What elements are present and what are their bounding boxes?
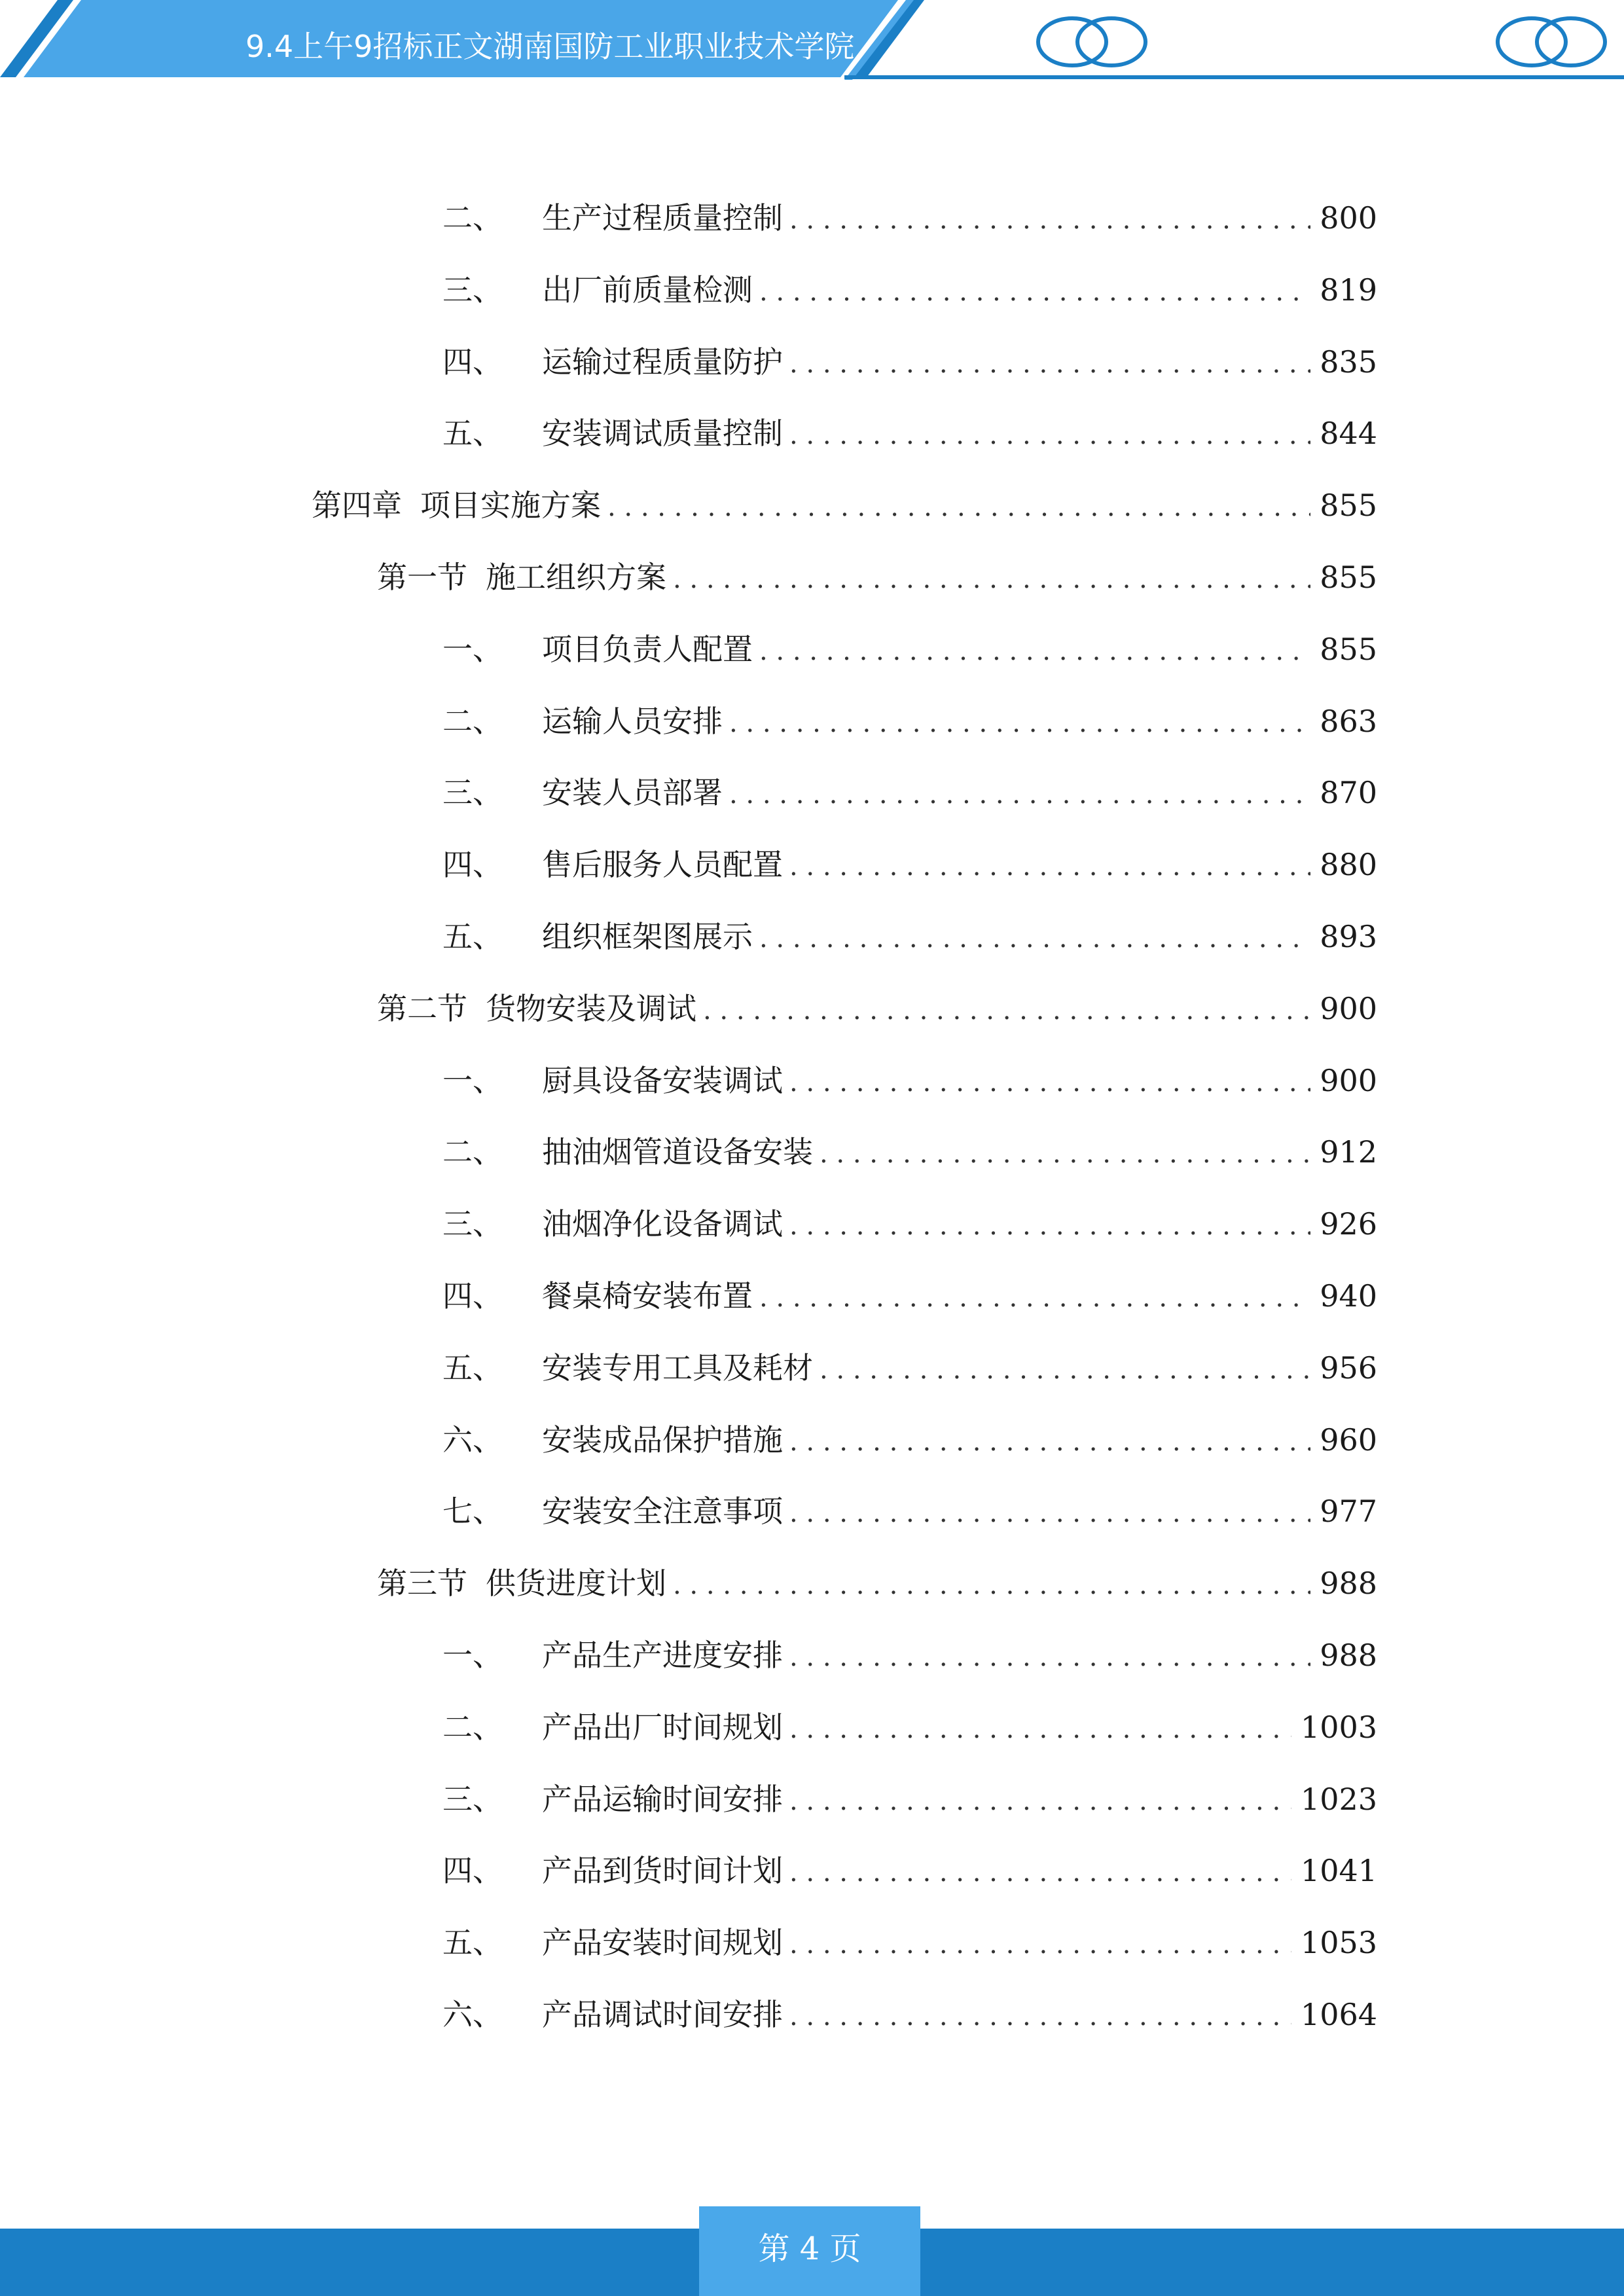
- toc-entry[interactable]: [442, 1920, 1377, 1965]
- toc-dot-leader: [789, 1634, 1310, 1680]
- toc-dot-leader: [820, 1131, 1310, 1177]
- toc-entry-number: 三、: [442, 775, 503, 810]
- toc-entry-title: 安装成品保护措施: [542, 1422, 783, 1458]
- toc-entry-page: 870: [1320, 775, 1377, 810]
- toc-dot-leader: [789, 1706, 1291, 1752]
- toc-entry-number: 五、: [442, 919, 503, 954]
- toc-entry[interactable]: [377, 554, 1377, 600]
- toc-entry-page: 1041: [1300, 1853, 1377, 1888]
- toc-entry[interactable]: [442, 1417, 1377, 1463]
- toc-dot-leader: [789, 341, 1310, 387]
- toc-entry-number: 七、: [442, 1494, 503, 1529]
- toc-entry-title: 出厂前质量检测: [542, 272, 753, 308]
- toc-entry[interactable]: [442, 1992, 1377, 2037]
- toc-entry-title: 厨具设备安装调试: [542, 1063, 783, 1098]
- toc-entry[interactable]: [442, 410, 1377, 456]
- toc-entry[interactable]: [442, 842, 1377, 888]
- toc-dot-leader: [729, 700, 1310, 746]
- toc-dot-leader: [729, 772, 1310, 817]
- toc-entry-title: 产品到货时间计划: [542, 1853, 783, 1888]
- toc-entry-title: 项目负责人配置: [542, 632, 753, 667]
- toc-entry[interactable]: [377, 986, 1377, 1031]
- toc-entry[interactable]: [442, 1776, 1377, 1822]
- toc-entry-page: 844: [1320, 416, 1377, 451]
- toc-entry-number: 第三节: [377, 1566, 467, 1601]
- toc-dot-leader: [759, 1275, 1310, 1321]
- toc-entry-number: 四、: [442, 847, 503, 882]
- toc-entry[interactable]: [377, 1560, 1377, 1606]
- page-header: [0, 0, 1624, 85]
- page-footer: [0, 2229, 1624, 2296]
- toc-entry[interactable]: [442, 339, 1377, 385]
- toc-entry[interactable]: [442, 1848, 1377, 1893]
- toc-entry-title: 产品运输时间安排: [542, 1782, 783, 1817]
- toc-entry[interactable]: [312, 482, 1377, 528]
- toc-entry-number: 四、: [442, 344, 503, 380]
- toc-entry-number: 四、: [442, 1853, 503, 1888]
- toc-entry-page: 988: [1320, 1638, 1377, 1673]
- toc-entry[interactable]: [442, 770, 1377, 816]
- toc-entry-page: 988: [1320, 1566, 1377, 1601]
- page-number-tab: [699, 2206, 920, 2296]
- toc-dot-leader: [759, 628, 1310, 674]
- toc-entry-page: 977: [1320, 1494, 1377, 1529]
- toc-entry-page: 900: [1320, 1063, 1377, 1098]
- toc-entry-number: 四、: [442, 1278, 503, 1314]
- toc-entry-page: 1003: [1300, 1710, 1377, 1745]
- toc-entry-title: 抽油烟管道设备安装: [542, 1134, 813, 1170]
- toc-entry-page: 800: [1320, 200, 1377, 236]
- toc-entry-number: 第四章: [312, 488, 402, 523]
- toc-entry[interactable]: [442, 698, 1377, 744]
- toc-entry-page: 893: [1320, 919, 1377, 954]
- toc-entry-title: 供货进度计划: [486, 1566, 666, 1601]
- toc-entry-number: 五、: [442, 1350, 503, 1386]
- toc-dot-leader: [759, 916, 1310, 961]
- toc-entry-page: 880: [1320, 847, 1377, 882]
- toc-entry[interactable]: [442, 1488, 1377, 1534]
- toc-dot-leader: [789, 197, 1310, 243]
- toc-entry-title: 安装人员部署: [542, 775, 723, 810]
- toc-entry-number: 六、: [442, 1997, 503, 2032]
- toc-entry-number: 六、: [442, 1422, 503, 1458]
- toc-entry-number: 三、: [442, 1206, 503, 1242]
- toc-entry-page: 835: [1320, 344, 1377, 380]
- toc-entry[interactable]: [442, 914, 1377, 960]
- toc-entry-title: 油烟净化设备调试: [542, 1206, 783, 1242]
- toc-entry-title: 项目实施方案: [420, 488, 601, 523]
- toc-entry-page: 926: [1320, 1206, 1377, 1242]
- toc-entry-number: 一、: [442, 632, 503, 667]
- toc-dot-leader: [789, 1419, 1310, 1465]
- toc-entry-number: 五、: [442, 416, 503, 451]
- toc-entry-title: 运输人员安排: [542, 704, 723, 739]
- rings-logo-icon: [1034, 13, 1152, 72]
- rings-logo-icon-right: [1494, 13, 1612, 72]
- toc-entry-number: 五、: [442, 1925, 503, 1960]
- toc-entry-title: 运输过程质量防护: [542, 344, 783, 380]
- toc-entry-page: 1023: [1300, 1782, 1377, 1817]
- toc-dot-leader: [673, 556, 1310, 602]
- toc-entry-title: 产品调试时间安排: [542, 1997, 783, 2032]
- toc-dot-leader: [789, 1203, 1310, 1249]
- toc-dot-leader: [789, 1994, 1291, 2039]
- toc-dot-leader: [759, 269, 1310, 315]
- toc-dot-leader: [673, 1562, 1310, 1608]
- toc-entry-number: 三、: [442, 1782, 503, 1817]
- toc-dot-leader: [789, 844, 1310, 889]
- toc-entry[interactable]: [442, 267, 1377, 313]
- toc-entry-number: 三、: [442, 272, 503, 308]
- toc-entry-page: 912: [1320, 1134, 1377, 1170]
- toc-entry-title: 施工组织方案: [486, 560, 666, 595]
- toc-entry-title: 货物安装及调试: [486, 991, 696, 1026]
- page-number: 第 4 页: [758, 2231, 861, 2267]
- toc-dot-leader: [820, 1347, 1310, 1393]
- toc-entry-page: 855: [1320, 560, 1377, 595]
- toc-entry-page: 819: [1320, 272, 1377, 308]
- toc-entry-number: 二、: [442, 1134, 503, 1170]
- toc-entry[interactable]: [442, 626, 1377, 672]
- toc-entry-title: 安装安全注意事项: [542, 1494, 783, 1529]
- toc-entry-title: 生产过程质量控制: [542, 200, 783, 236]
- toc-entry-page: 960: [1320, 1422, 1377, 1458]
- toc-entry-page: 855: [1320, 488, 1377, 523]
- toc-entry-title: 产品出厂时间规划: [542, 1710, 783, 1745]
- toc-entry-page: 863: [1320, 704, 1377, 739]
- toc-entry[interactable]: [442, 1704, 1377, 1750]
- toc-entry-number: 第二节: [377, 991, 467, 1026]
- toc-dot-leader: [789, 1850, 1291, 1895]
- toc-entry-title: 组织框架图展示: [542, 919, 753, 954]
- toc-entry-number: 第一节: [377, 560, 467, 595]
- toc-entry[interactable]: [442, 1129, 1377, 1175]
- toc-entry[interactable]: [442, 1345, 1377, 1391]
- toc-entry-number: 二、: [442, 704, 503, 739]
- toc-dot-leader: [789, 412, 1310, 458]
- toc-entry-number: 一、: [442, 1638, 503, 1673]
- toc-dot-leader: [789, 1060, 1310, 1105]
- toc-entry[interactable]: [442, 1058, 1377, 1103]
- toc-dot-leader: [607, 484, 1310, 530]
- toc-entry-number: 二、: [442, 1710, 503, 1745]
- toc-entry[interactable]: [442, 1632, 1377, 1678]
- toc-dot-leader: [789, 1490, 1310, 1536]
- document-title: 9.4上午9招标正文湖南国防工业职业技术学院: [245, 29, 855, 64]
- toc-entry[interactable]: [442, 1201, 1377, 1247]
- toc-entry-title: 产品生产进度安排: [542, 1638, 783, 1673]
- toc-entry-title: 餐桌椅安装布置: [542, 1278, 753, 1314]
- toc-entry-page: 855: [1320, 632, 1377, 667]
- toc-entry-title: 安装专用工具及耗材: [542, 1350, 813, 1386]
- toc-dot-leader: [703, 988, 1310, 1033]
- toc-dot-leader: [789, 1778, 1291, 1824]
- toc-entry-page: 1064: [1300, 1997, 1377, 2032]
- toc-entry-title: 安装调试质量控制: [542, 416, 783, 451]
- toc-entry-page: 900: [1320, 991, 1377, 1026]
- toc-entry-page: 956: [1320, 1350, 1377, 1386]
- toc-entry-page: 940: [1320, 1278, 1377, 1314]
- toc-entry[interactable]: [442, 195, 1377, 241]
- toc-entry[interactable]: [442, 1273, 1377, 1319]
- toc-entry-number: 一、: [442, 1063, 503, 1098]
- toc-dot-leader: [789, 1922, 1291, 1967]
- toc-entry-page: 1053: [1300, 1925, 1377, 1960]
- toc-entry-title: 售后服务人员配置: [542, 847, 783, 882]
- toc-entry-number: 二、: [442, 200, 503, 236]
- toc-entry-title: 产品安装时间规划: [542, 1925, 783, 1960]
